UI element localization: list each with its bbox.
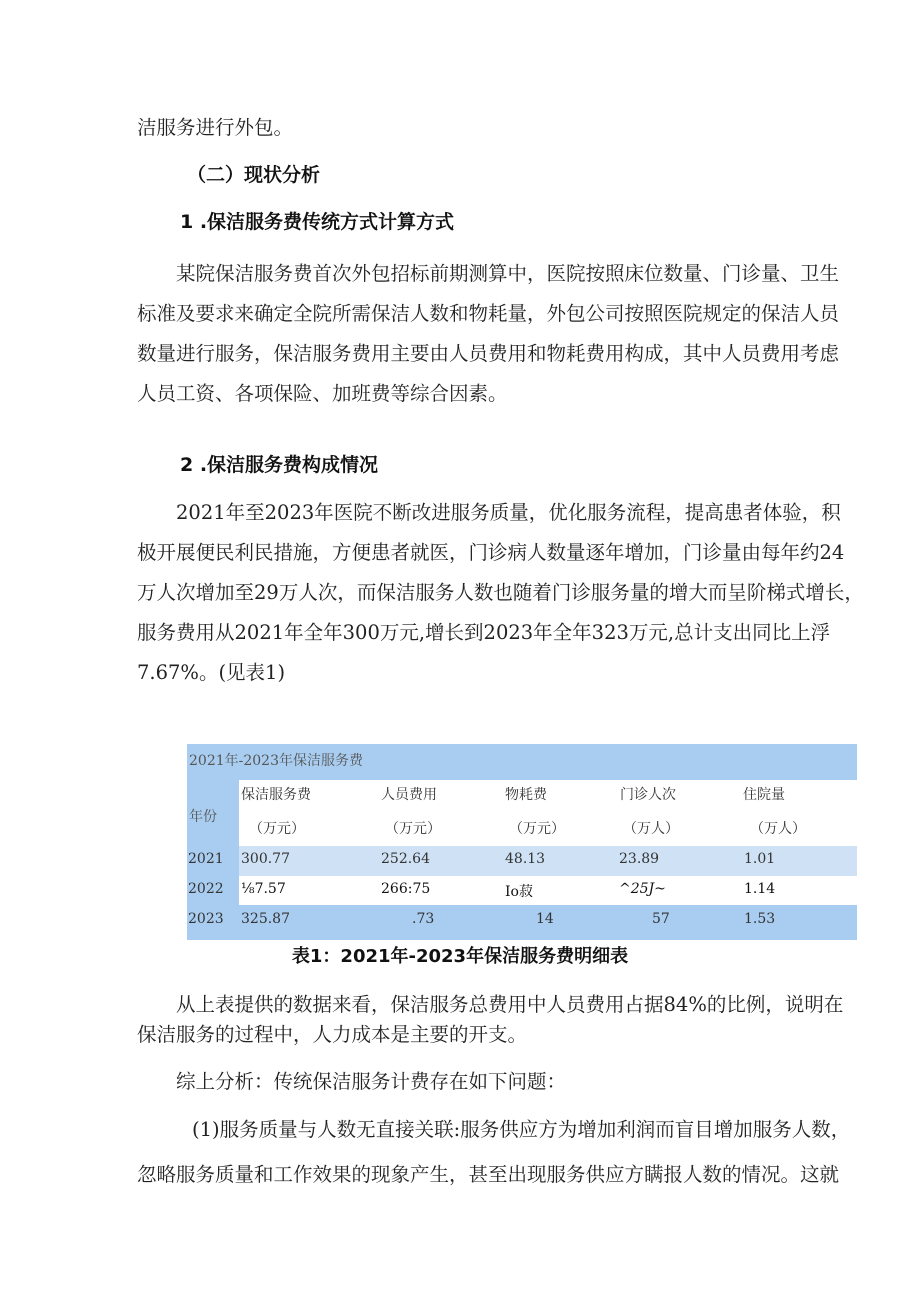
table-column-unit: （万人） bbox=[623, 821, 679, 837]
paragraph-line: 2021年至2023年医院不断改进服务质量，优化服务流程，提高患者体验，积 bbox=[176, 501, 841, 524]
cleaning-fee-table bbox=[187, 744, 857, 940]
paragraph-line: 万人次增加至29万人次，而保洁服务人数也随着门诊服务量的增大而呈阶梯式增长， bbox=[137, 581, 864, 604]
paragraph-line: 服务费用从2021年全年300万元,增长到2023年全年323万元,总计支出同比上浮 bbox=[137, 621, 831, 644]
paragraph-summary: 综上分析：传统保洁服务计费存在如下问题： bbox=[176, 1070, 567, 1093]
table-cell: 266:75 bbox=[381, 881, 431, 897]
paragraph-line: 人员工资、各项保险、加班费等综合因素。 bbox=[137, 382, 508, 405]
table-row-year: 2023 bbox=[188, 911, 224, 927]
table-column-unit: （万元） bbox=[385, 821, 441, 837]
table-caption: 表1：2021年-2023年保洁服务费明细表 bbox=[291, 946, 629, 967]
table-cell: 14 bbox=[536, 911, 554, 927]
paragraph-line: 数量进行服务，保洁服务费用主要由人员费用和物耗费用构成，其中人员费用考虑 bbox=[137, 342, 840, 365]
paragraph-line: 极开展便民利民措施，方便患者就医，门诊病人数量逐年增加，门诊量由每年约24 bbox=[137, 541, 845, 564]
subheading-fee-composition: 2 .保洁服务费构成情况 bbox=[180, 454, 379, 476]
subheading-traditional-calculation: 1 .保洁服务费传统方式计算方式 bbox=[180, 211, 455, 233]
paragraph-line: 某院保洁服务费首次外包招标前期测算中，医院按照床位数量、门诊量、卫生 bbox=[176, 262, 840, 285]
paragraph-traditional-calculation bbox=[137, 254, 857, 414]
table-cell: 300.77 bbox=[241, 851, 290, 867]
table-column-header: 门诊人次 bbox=[620, 787, 676, 803]
table-year-header: 年份 bbox=[189, 809, 217, 825]
table-column-header: 保洁服务费 bbox=[241, 787, 311, 803]
table-column-unit: （万元） bbox=[249, 821, 305, 837]
paragraph-labor-cost bbox=[137, 990, 857, 1050]
paragraph-line: 标准及要求来确定全院所需保洁人数和物耗量，外包公司按照医院规定的保洁人员 bbox=[137, 302, 840, 325]
table-cell: 57 bbox=[652, 911, 670, 927]
section-heading-status-analysis: （二）现状分析 bbox=[187, 164, 321, 186]
table-cell: 1.53 bbox=[744, 911, 776, 927]
table-cell: 23.89 bbox=[619, 851, 660, 867]
paragraph-line: (1)服务质量与人数无直接关联:服务供应方为增加利润而盲目增加服务人数， bbox=[192, 1118, 851, 1141]
table-cell: ^25J~ bbox=[619, 881, 666, 897]
table-cell: 48.13 bbox=[505, 851, 546, 867]
table-column-header: 物耗费 bbox=[505, 787, 547, 803]
paragraph-line: 7.67%。(见表1) bbox=[137, 661, 286, 684]
table-column-unit: （万人） bbox=[750, 821, 806, 837]
table-cell: ⅛7.57 bbox=[241, 881, 286, 897]
table-cell: .73 bbox=[412, 911, 435, 927]
paragraph-line: 忽略服务质量和工作效果的现象产生，甚至出现服务供应方瞒报人数的情况。这就 bbox=[137, 1163, 840, 1186]
table-cell: 1.01 bbox=[744, 851, 776, 867]
intro-paragraph-end: 洁服务进行外包。 bbox=[137, 116, 294, 139]
paragraph-line: 保洁服务的过程中，人力成本是主要的开支。 bbox=[137, 1023, 528, 1046]
table-row-year: 2021 bbox=[188, 851, 224, 867]
paragraph-fee-composition bbox=[137, 493, 864, 693]
paragraph-issue-1 bbox=[137, 1107, 857, 1197]
table-cell: 252.64 bbox=[381, 851, 430, 867]
table-row-year: 2022 bbox=[188, 881, 224, 897]
table-column-header: 住院量 bbox=[743, 787, 785, 803]
table-column-unit: （万元） bbox=[509, 821, 565, 837]
paragraph-line: 从上表提供的数据来看，保洁服务总费用中人员费用占据84%的比例，说明在 bbox=[176, 993, 844, 1016]
table-column-header: 人员费用 bbox=[381, 787, 437, 803]
table-cell: Io菽 bbox=[505, 884, 533, 900]
table-cell: 1.14 bbox=[744, 881, 776, 897]
table-cell: 325.87 bbox=[241, 911, 290, 927]
table-title: 2021年-2023年保洁服务费 bbox=[189, 753, 363, 769]
